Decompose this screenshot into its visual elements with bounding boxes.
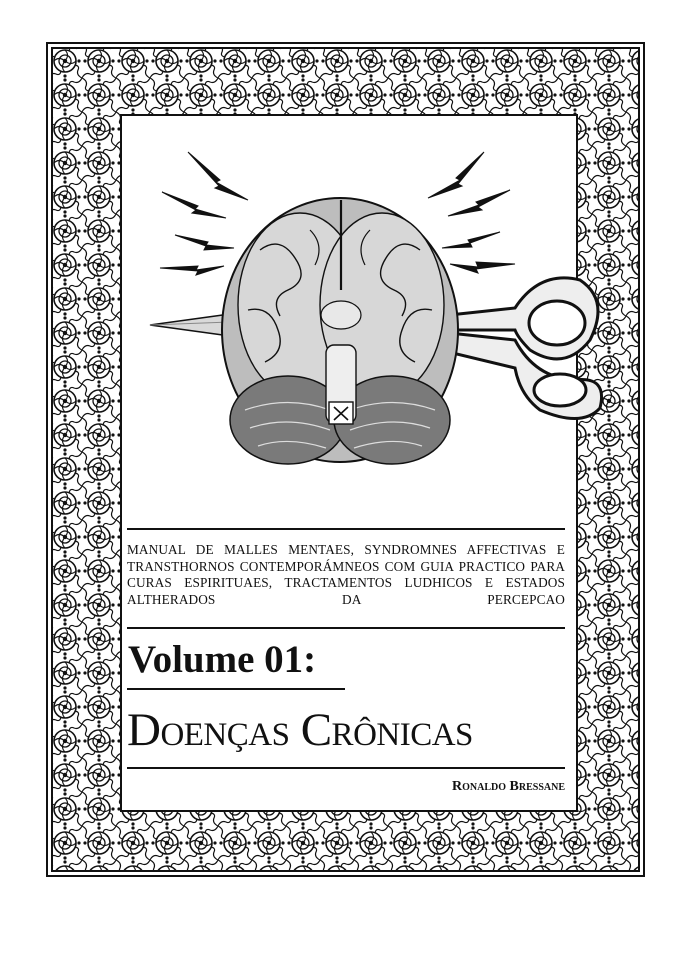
lightning-left-icon: [160, 152, 248, 275]
subtitle: MANUAL DE MALLES MENTAES, SYNDROMNES AFFECTIVAS E TRANSTHORNOS CONTEMPORÁMNEOS COM GUIA PRACTICO PARA CURAS ESPIRITUAES, TRACTAMENTOS LUDHICOS E ESTADOS ALTHERADOS DA PERCEPCAO: [127, 542, 565, 607]
rule-title: [127, 767, 565, 769]
author-name: Ronaldo Bressane: [452, 779, 565, 794]
scissors-icon: [440, 278, 602, 419]
brain-icon: [222, 198, 458, 464]
rule-top: [127, 528, 565, 530]
rule-mid: [127, 627, 565, 629]
book-title: Doenças Crônicas: [127, 704, 473, 756]
rule-volume: [127, 688, 345, 690]
volume-label: Volume 01:: [128, 638, 317, 681]
lightning-right-icon: [428, 152, 515, 273]
knife-icon: [150, 314, 230, 336]
brain-scissors-illustration: [120, 140, 620, 515]
